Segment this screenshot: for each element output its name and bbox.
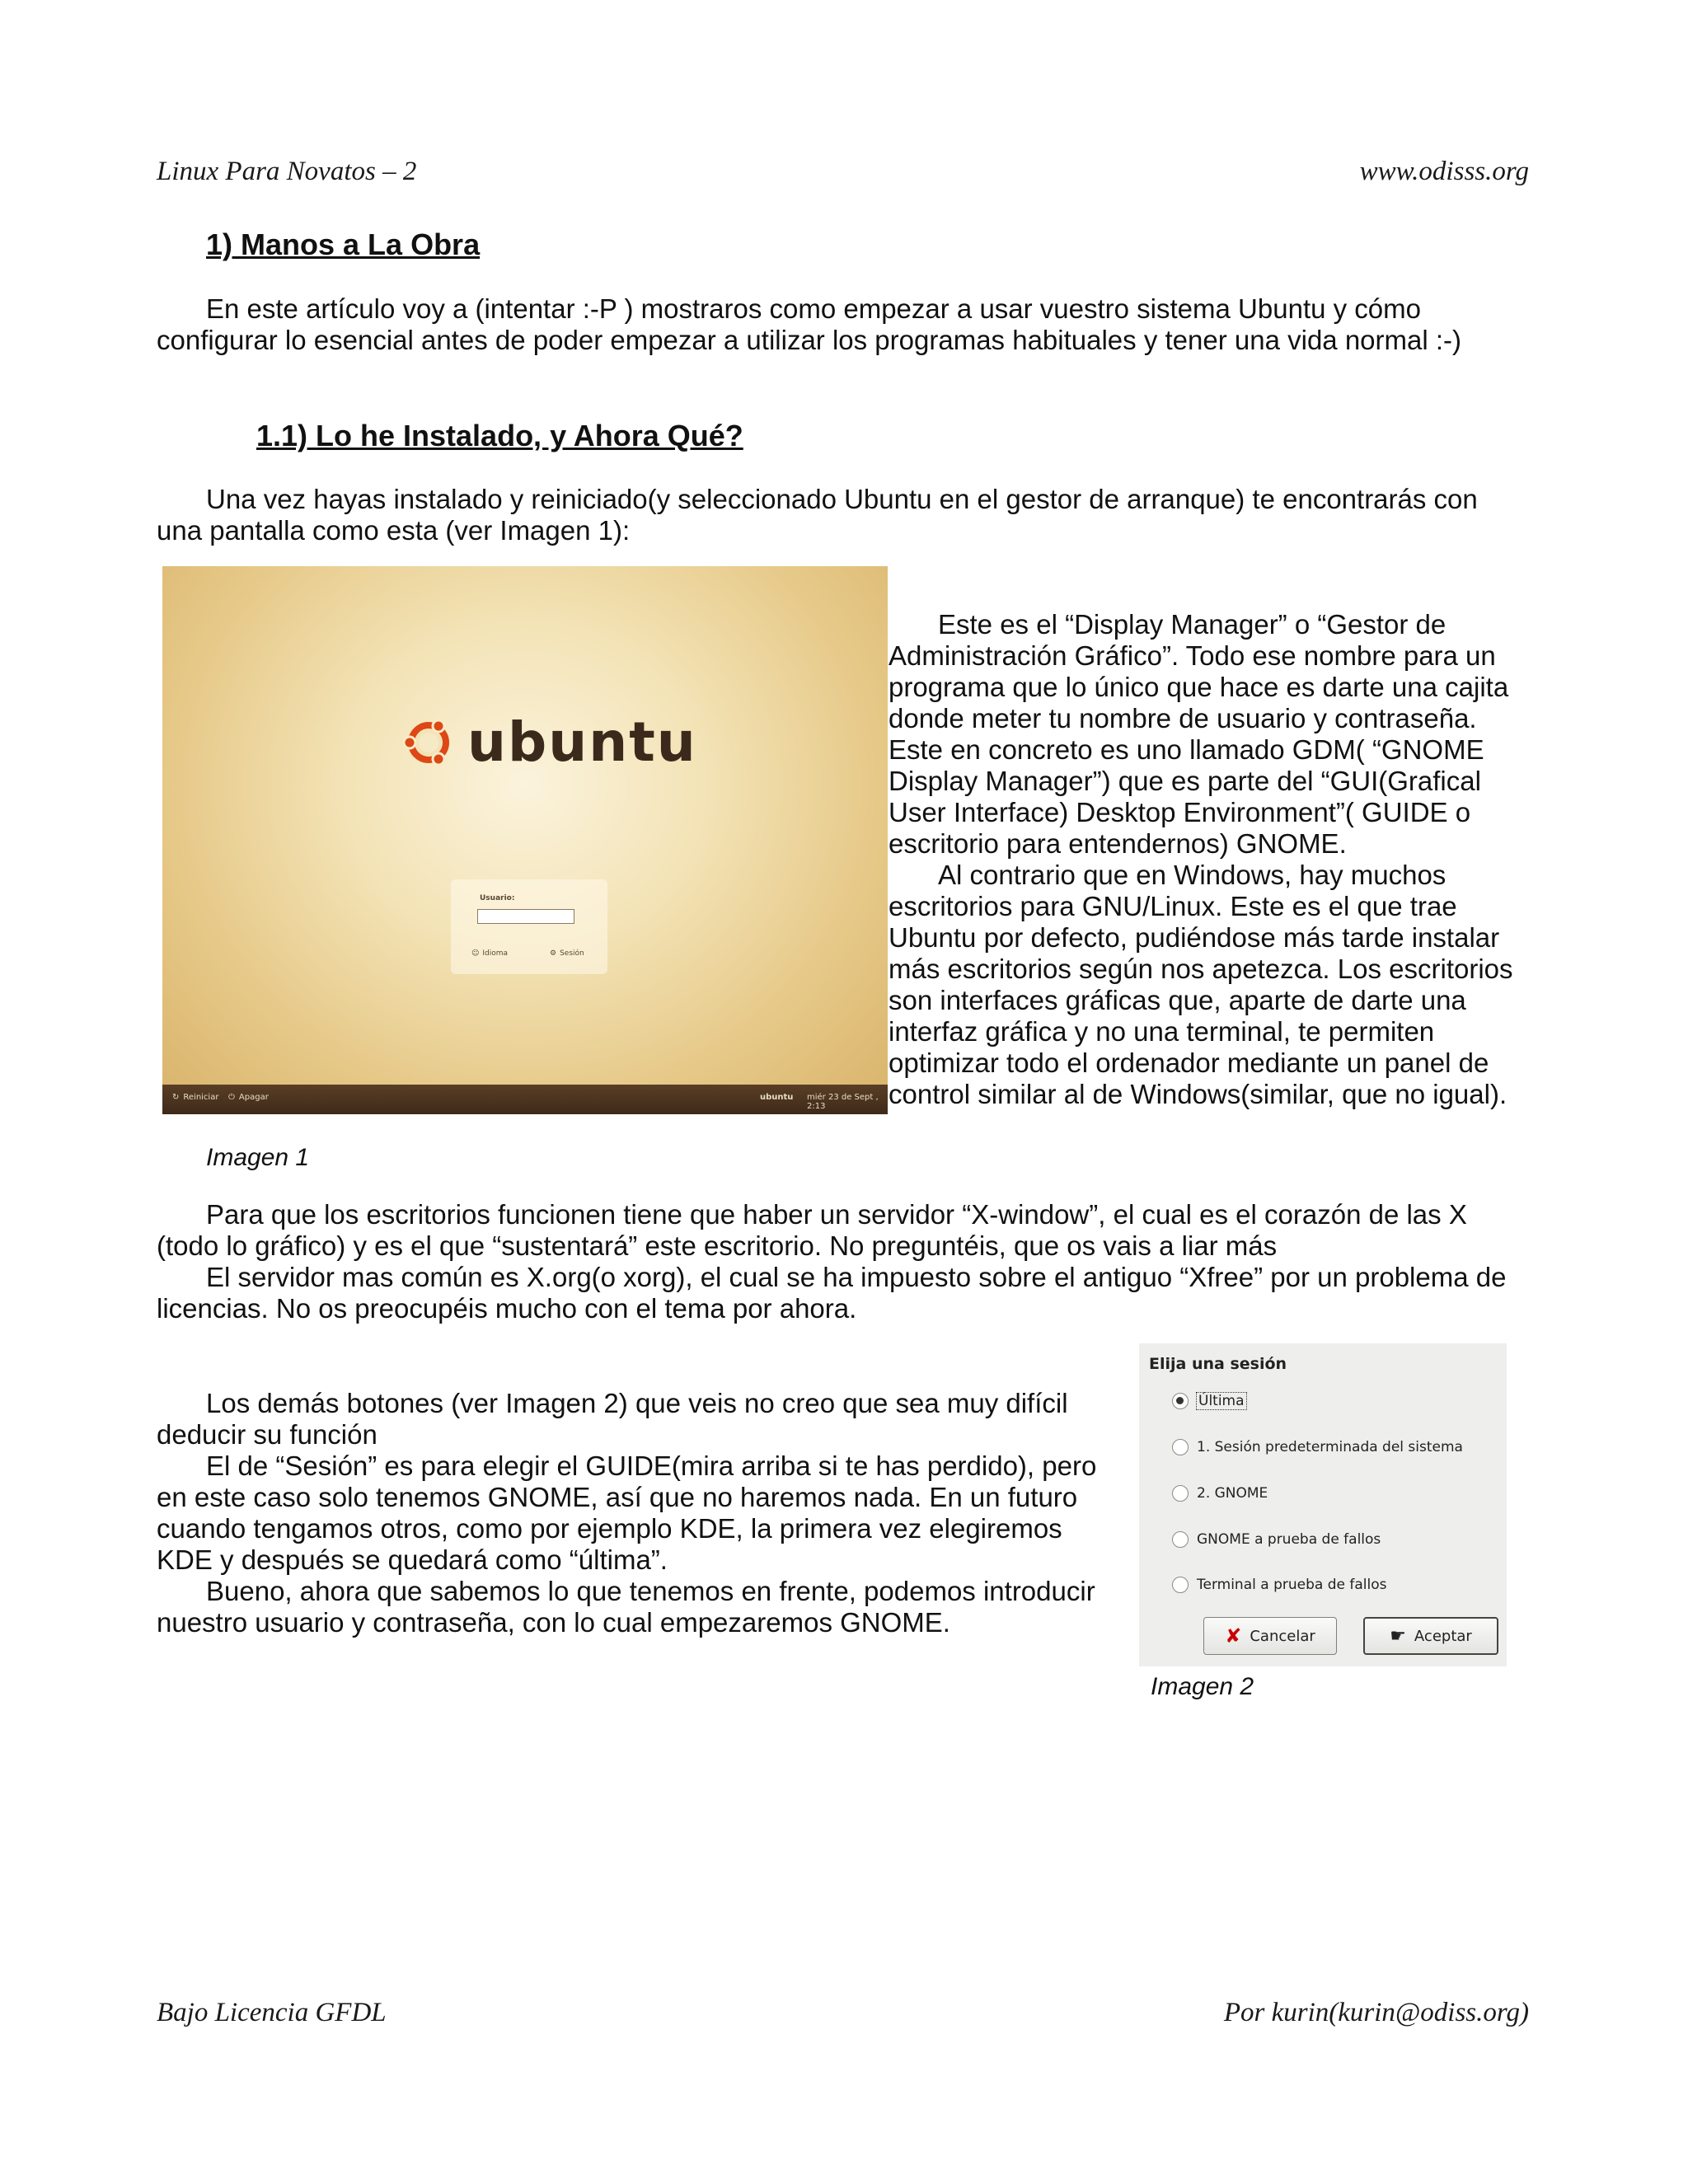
session-option-label: Terminal a prueba de fallos bbox=[1197, 1577, 1387, 1593]
section-1-1-title: 1.1) Lo he Instalado, y Ahora Qué? bbox=[256, 419, 743, 452]
header-left: Linux Para Novatos – 2 bbox=[157, 157, 417, 186]
shutdown-label: Apagar bbox=[238, 1093, 269, 1102]
footer-left: Bajo Licencia GFDL bbox=[157, 1998, 387, 2027]
taskbar-clock: miér 23 de Sept , 2:13 bbox=[807, 1093, 879, 1111]
accept-button[interactable] bbox=[1363, 1617, 1498, 1655]
session-dialog-screenshot bbox=[1139, 1343, 1507, 1666]
radio-icon bbox=[1172, 1485, 1189, 1502]
section-1-1-intro: Una vez hayas instalado y reiniciado(y seleccionado Ubuntu en el gestor de arranque) te encontrarás con una pantalla como esta (ver Imagen 1): bbox=[157, 484, 1478, 546]
login-box bbox=[451, 879, 607, 974]
username-label: Usuario: bbox=[480, 894, 515, 902]
taskbar-brand: ubuntu bbox=[760, 1093, 794, 1102]
display-manager-paragraph: Este es el “Display Manager” o “Gestor de Administración Gráfico”. Todo ese nombre para un programa que lo único que hace es darte una cajita donde meter tu nombre de usuario y contraseña. Este en concreto es uno llamado GDM( “GNOME Display Manager”) que es parte del “GUI(Grafical User Interface) Desktop Environment”( GUIDE o escritorio para entendernos) GNOME. bbox=[889, 609, 1509, 859]
language-option-label: Idioma bbox=[482, 949, 509, 958]
radio-icon bbox=[1172, 1577, 1189, 1593]
session-option-last[interactable] bbox=[1172, 1393, 1246, 1409]
session-option-label: 1. Sesión predeterminada del sistema bbox=[1197, 1439, 1463, 1455]
ubuntu-logo-text: ubuntu bbox=[467, 710, 697, 774]
radio-icon bbox=[1172, 1439, 1189, 1455]
x-window-paragraph: Para que los escritorios funcionen tiene que haber un servidor “X-window”, el cual es el corazón de las X (todo lo gráfico) y es el que “sustentará” este escritorio. No preguntéis, que os vais a liar más bbox=[157, 1199, 1467, 1261]
session-option-label: Sesión bbox=[560, 949, 584, 958]
accept-button-label: Aceptar bbox=[1414, 1627, 1472, 1645]
cancel-button-label: Cancelar bbox=[1250, 1627, 1315, 1645]
session-option-terminal-failsafe[interactable] bbox=[1172, 1577, 1386, 1593]
session-option-label: Última bbox=[1198, 1393, 1245, 1409]
image-2-caption: Imagen 2 bbox=[1151, 1673, 1254, 1700]
language-icon: ☺ bbox=[471, 949, 480, 958]
cancel-button[interactable] bbox=[1203, 1617, 1337, 1655]
restart-label: Reiniciar bbox=[183, 1093, 219, 1102]
radio-icon bbox=[1172, 1531, 1189, 1548]
section-1-title: 1) Manos a La Obra bbox=[206, 227, 481, 261]
session-option-label: 2. GNOME bbox=[1197, 1485, 1268, 1502]
xorg-paragraph: El servidor mas común es X.org(o xorg), el cual se ha impuesto sobre el antiguo “Xfree” por un problema de licencias. No os preocupéis mucho con el tema por ahora. bbox=[157, 1262, 1507, 1324]
session-option-gnome-failsafe[interactable] bbox=[1172, 1531, 1381, 1548]
session-icon: ⚙ bbox=[550, 949, 557, 958]
image-1-caption: Imagen 1 bbox=[206, 1144, 310, 1171]
ubuntu-circle-of-friends-icon bbox=[401, 715, 456, 770]
session-option-default[interactable] bbox=[1172, 1439, 1463, 1455]
header-right: www.odisss.org bbox=[1359, 157, 1529, 186]
language-option[interactable] bbox=[471, 949, 508, 958]
login-taskbar bbox=[162, 1085, 888, 1114]
restart-icon: ↻ bbox=[172, 1093, 180, 1102]
footer-right: Por kurin(kurin@odiss.org) bbox=[1223, 1998, 1529, 2027]
username-input[interactable] bbox=[477, 909, 574, 924]
ubuntu-login-screenshot bbox=[162, 566, 888, 1114]
section-1-intro: En este artículo voy a (intentar :-P ) mostraros como empezar a usar vuestro sistema Ubuntu y cómo configurar lo esencial antes de poder empezar a utilizar los programas habituales y tener una vida normal :-) bbox=[157, 293, 1462, 355]
desktops-paragraph: Al contrario que en Windows, hay muchos escritorios para GNU/Linux. Este es el que trae Ubuntu por defecto, pudiéndose más tarde instalar más escritorios según nos apetezca. Los escritorios son interfaces gráficas que, aparte de darte una interfaz gráfica y no una terminal, te permiten optimizar todo el ordenador mediante un panel de control similar al de Windows(similar, que no igual). bbox=[889, 860, 1513, 1109]
buttons-paragraph: Los demás botones (ver Imagen 2) que veis no creo que sea muy difícil deducir su función bbox=[157, 1388, 1068, 1450]
session-paragraph: El de “Sesión” es para elegir el GUIDE(mira arriba si te has perdido), pero en este caso solo tenemos GNOME, así que no haremos nada. En un futuro cuando tengamos otros, como por ejemplo KDE, la primera vez elegiremos KDE y después se quedará como “última”. bbox=[157, 1451, 1097, 1575]
restart-button[interactable] bbox=[172, 1093, 218, 1102]
session-option-label: GNOME a prueba de fallos bbox=[1197, 1531, 1381, 1548]
cancel-icon: ✘ bbox=[1225, 1624, 1242, 1647]
session-option-gnome[interactable] bbox=[1172, 1485, 1268, 1502]
session-dialog-title: Elija una sesión bbox=[1149, 1355, 1287, 1373]
session-option[interactable] bbox=[550, 949, 584, 958]
login-paragraph: Bueno, ahora que sabemos lo que tenemos en frente, podemos introducir nuestro usuario y contraseña, con lo cual empezaremos GNOME. bbox=[157, 1576, 1095, 1638]
shutdown-button[interactable] bbox=[228, 1093, 269, 1102]
radio-selected-icon bbox=[1172, 1393, 1189, 1409]
shutdown-icon: ⏻ bbox=[228, 1093, 235, 1102]
ubuntu-logo bbox=[401, 710, 697, 774]
accept-icon: ☛ bbox=[1390, 1625, 1406, 1647]
